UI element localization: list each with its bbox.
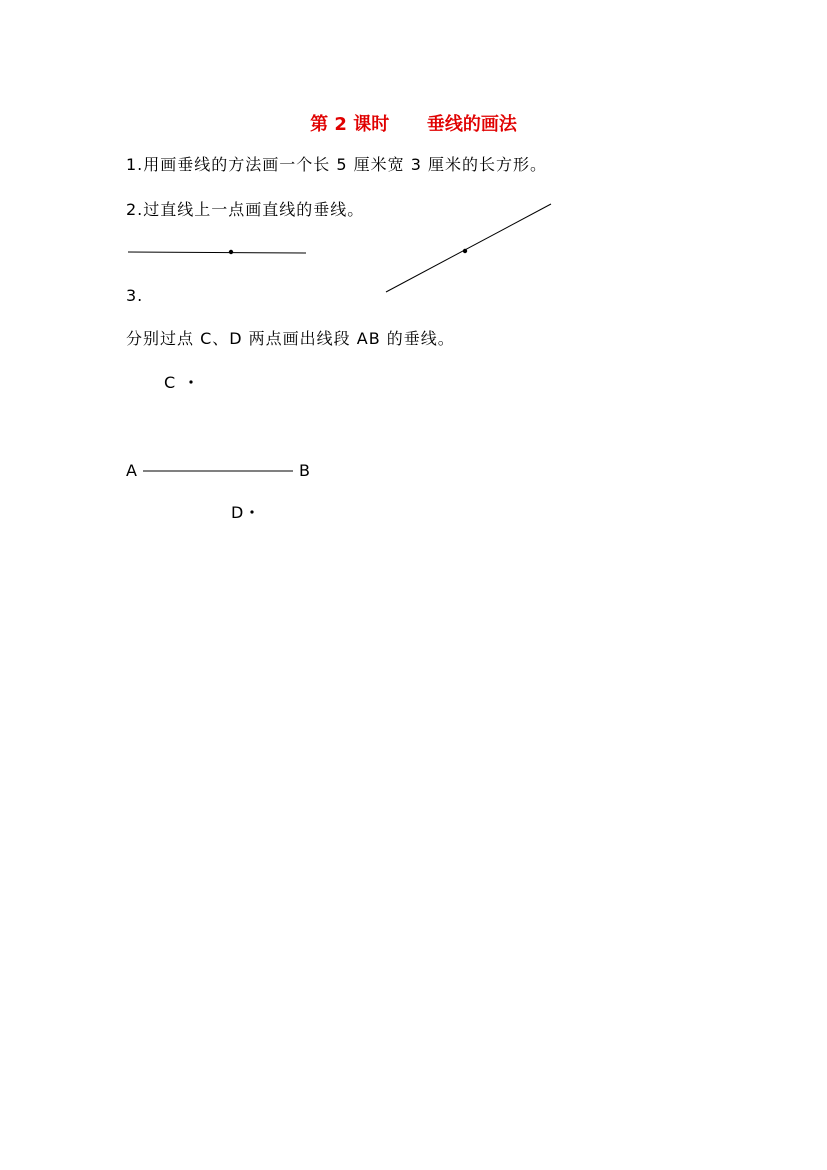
horizontal-line (128, 252, 306, 253)
question-1: 1.用画垂线的方法画一个长 5 厘米宽 3 厘米的长方形。 (126, 155, 547, 174)
question-3-instruction: 分别过点 C、D 两点画出线段 AB 的垂线。 (126, 329, 455, 348)
lesson-topic: 垂线的画法 (426, 114, 517, 135)
label-d: D (231, 503, 244, 522)
slanted-line (386, 204, 551, 292)
question-2: 2.过直线上一点画直线的垂线。 (126, 200, 365, 219)
point-c (189, 380, 192, 383)
label-a: A (126, 461, 137, 480)
point-on-horizontal-line (229, 250, 233, 254)
page-title (0, 110, 827, 136)
label-b: B (299, 461, 310, 480)
label-c: C (164, 373, 176, 392)
point-on-slanted-line (463, 249, 467, 253)
lesson-number: 第 2 课时 (310, 114, 390, 135)
question-3-number: 3. (126, 286, 144, 305)
point-d (250, 510, 253, 513)
